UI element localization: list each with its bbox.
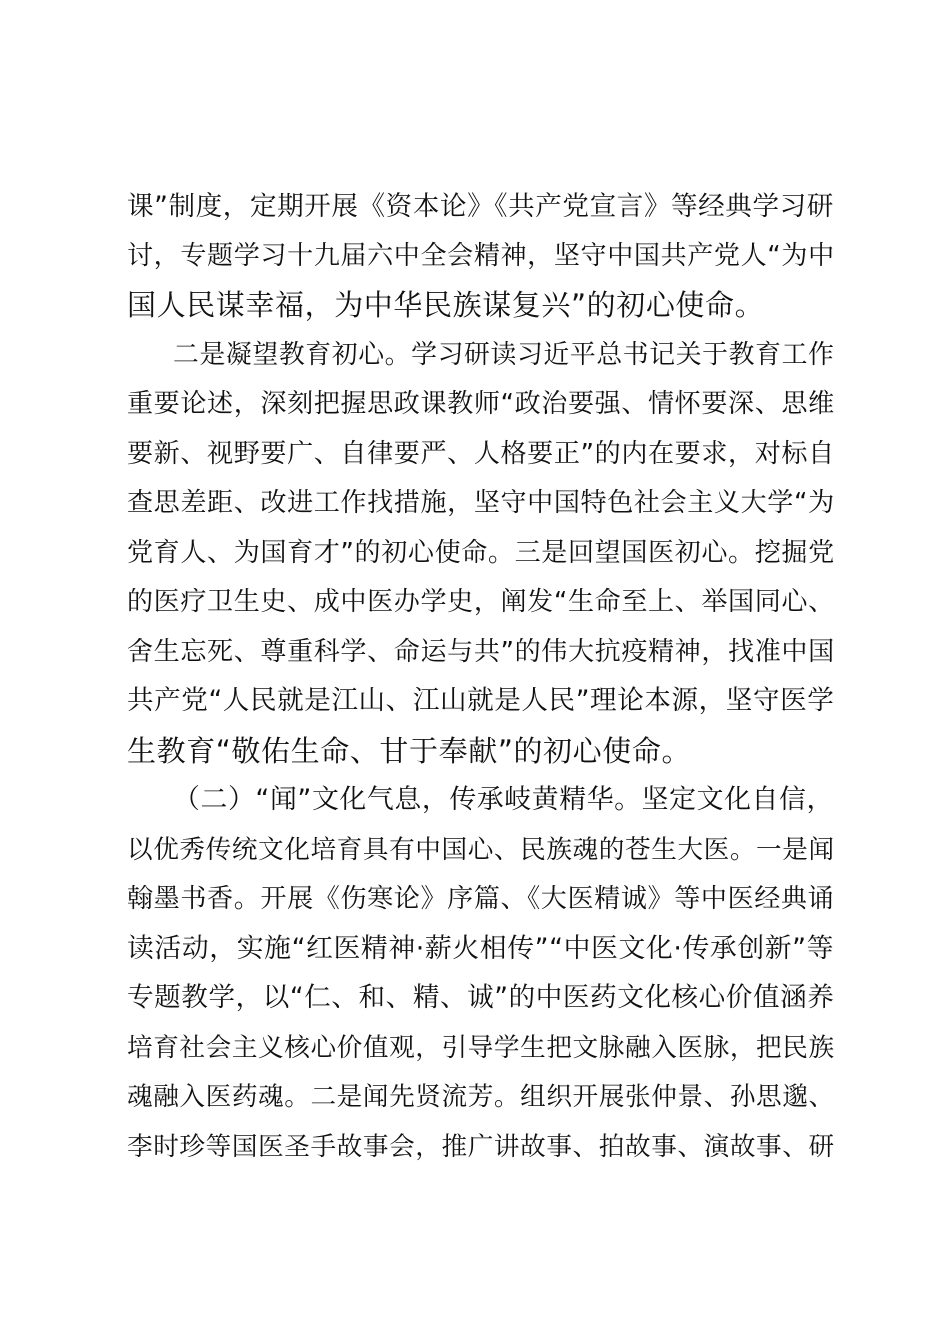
text-line: 课”制度，定期开展《资本论》《共产党宣言》等经典学习研 <box>127 191 834 222</box>
text-line: 国人民谋幸福，为中华民族谋复兴”的初心使命。 <box>127 288 765 322</box>
text-line: 二是凝望教育初心。学习研读习近平总书记关于教育工作 <box>173 340 835 370</box>
text-line: 李时珍等国医圣手故事会，推广讲故事、拍故事、演故事、研 <box>127 1132 835 1162</box>
text-line: 的医疗卫生史、成中医办学史，阐发“生命至上、举国同心、 <box>127 587 835 617</box>
text-line: 讨，专题学习十九届六中全会精神，坚守中国共产党人“为中 <box>127 241 835 271</box>
text-line: 生教育“敬佑生命、甘于奉献”的初心使命。 <box>127 734 692 768</box>
text-line: 舍生忘死、尊重科学、命运与共”的伟大抗疫精神，找准中国 <box>127 637 835 667</box>
text-line: 翰墨书香。开展《伤寒论》序篇、《大医精诚》等中医经典诵 <box>127 884 835 914</box>
text-line: 查思差距、改进工作找措施，坚守中国特色社会主义大学“为 <box>127 488 835 518</box>
text-line: 读活动，实施“红医精神·薪火相传”“中医文化·传承创新”等 <box>127 933 835 964</box>
text-line: 共产党“人民就是江山、江山就是人民”理论本源，坚守医学 <box>127 685 835 716</box>
text-line: 专题教学，以“仁、和、精、诚”的中医药文化核心价值涵养 <box>127 982 835 1013</box>
text-line: 以优秀传统文化培育具有中国心、民族魂的苍生大医。一是闻 <box>127 835 835 865</box>
text-line: 要新、视野要广、自律要严、人格要正”的内在要求，对标自 <box>127 439 835 469</box>
text-line: 党育人、为国育才”的初心使命。三是回望国医初心。挖掘党 <box>127 538 835 568</box>
text-line: 培育社会主义核心价值观，引导学生把文脉融入医脉，把民族 <box>127 1033 835 1063</box>
text-line: （二）“闻”文化气息，传承岐黄精华。坚定文化自信， <box>173 784 834 815</box>
text-line: 重要论述，深刻把握思政课教师“政治要强、情怀要深、思维 <box>127 389 835 419</box>
text-line: 魂融入医药魂。二是闻先贤流芳。组织开展张仲景、孙思邈、 <box>127 1082 835 1112</box>
